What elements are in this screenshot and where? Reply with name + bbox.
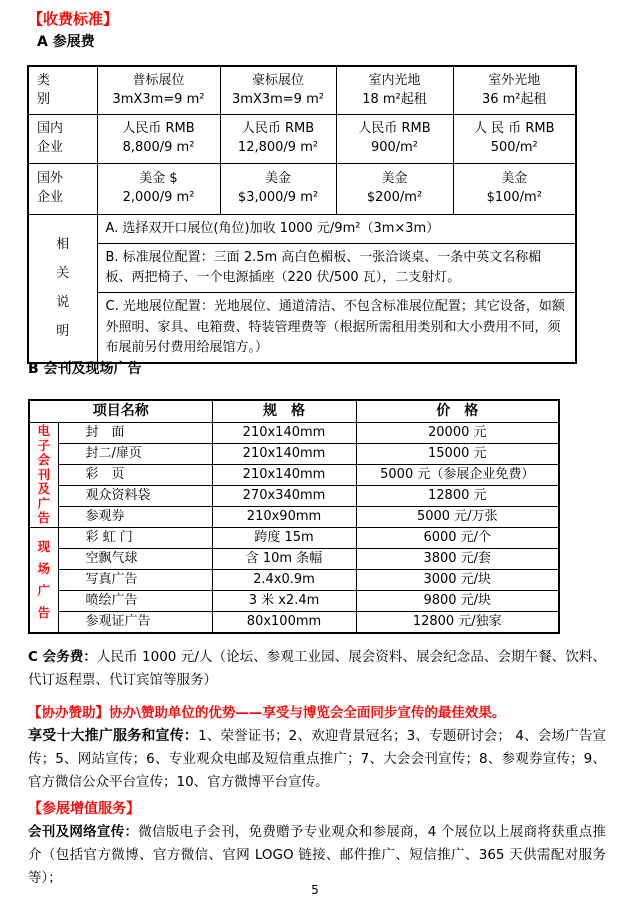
table-cell: 12800 元 <box>356 486 559 507</box>
table-cell: 彩 页 <box>58 465 212 486</box>
table-cell: 210x140mm <box>212 444 356 465</box>
note-b-cell: B. 标准展位配置：三面 2.5m 高白色楣板、一张洽谈桌、一条中英文名称楣板、两把椅子、一个电源插座（220 伏/500 瓦），二支射灯。 <box>97 244 576 293</box>
header-cell-item-name: 项目名称 <box>29 400 212 423</box>
table-cell: 参观证广告 <box>58 612 212 634</box>
header-cell-price: 价 格 <box>356 400 559 423</box>
value-service-heading: 【参展增值服务】 <box>28 801 140 817</box>
paragraph-body: 人民币 1000 元/人（论坛、参观工业园、展会资料、展会纪念品、会期午餐、饮料、代订返程票、代订宾馆等服务） <box>28 649 606 688</box>
section-b-heading: B 会刊及现场广告 <box>28 361 142 377</box>
paragraph-conference-fee <box>28 646 606 692</box>
table-cell: 人 民 币 RMB 500/m² <box>453 115 576 164</box>
header-cell-deluxe-booth: 豪标展位 3mX3m=9 m² <box>220 66 336 115</box>
table-row <box>29 486 559 507</box>
table-cell: 含 10m 条幅 <box>212 549 356 570</box>
sponsor-title: 【协办赞助】协办\赞助单位的优势——享受与博览会全面同步宣传的最佳效果。 <box>28 705 506 721</box>
table-cell: 美金 $200/m² <box>336 164 453 215</box>
table-row-foreign <box>28 164 576 215</box>
table-cell: 美金 $ 2,000/9 m² <box>97 164 220 215</box>
paragraph-lead: 享受十大推广服务和宣传： <box>28 728 199 744</box>
table-row <box>29 444 559 465</box>
ads-price-table <box>28 399 560 634</box>
table-row <box>29 423 559 444</box>
table-cell: 喷绘广告 <box>58 591 212 612</box>
table-cell: 210x140mm <box>212 423 356 444</box>
table-cell: 人民币 RMB 8,800/9 m² <box>97 115 220 164</box>
table-row <box>29 549 559 570</box>
header-cell-indoor-space: 室内光地 18 m²起租 <box>336 66 453 115</box>
page-number: 5 <box>311 883 319 897</box>
table-cell: 彩 虹 门 <box>58 528 212 549</box>
table-cell: 210x90mm <box>212 507 356 528</box>
paragraph-body: 1、荣誉证书；2、欢迎背景冠名；3、专题研讨会； 4、会场广告宣传；5、网站宣传；6、专业观众电邮及短信重点推广；7、大会会刊宣传；8、参观券宣传；9、官方微信公众平台宣传；10、官方微博平台宣传。 <box>28 728 607 790</box>
table-header-row <box>28 66 576 115</box>
table-cell: 12800 元/独家 <box>356 612 559 634</box>
paragraph-lead: C 会务费： <box>28 649 97 665</box>
table-cell: 9800 元/块 <box>356 591 559 612</box>
table-cell: 美金 $100/m² <box>453 164 576 215</box>
table-cell: 人民币 RMB 900/m² <box>336 115 453 164</box>
table-cell: 3800 元/套 <box>356 549 559 570</box>
table-cell: 空飘气球 <box>58 549 212 570</box>
group-label-ejournal: 电子会刊及广告 <box>29 423 58 528</box>
paragraph-body: 微信版电子会刊，免费赠予专业观众和参展商，4 个展位以上展商将获重点推介（包括官方微博、官方微信、官网 LOGO 链接、邮件推广、短信推广、365 天供需配对服务等）； <box>28 824 606 886</box>
paragraph-lead: 会刊及网络宣传： <box>28 824 139 840</box>
header-cell-category: 类 别 <box>28 66 97 115</box>
paragraph-ten-services <box>28 725 606 794</box>
table-row <box>29 507 559 528</box>
table-row <box>29 591 559 612</box>
table-cell: 参观券 <box>58 507 212 528</box>
table-row <box>29 612 559 634</box>
header-cell-outdoor-space: 室外光地 36 m²起租 <box>453 66 576 115</box>
table-row-note-b <box>28 244 576 293</box>
table-cell: 5000 元/万张 <box>356 507 559 528</box>
table-cell: 跨度 15m <box>212 528 356 549</box>
table-cell: 210x140mm <box>212 465 356 486</box>
table-cell: 人民币 RMB 12,800/9 m² <box>220 115 336 164</box>
table-cell: 封二/扉页 <box>58 444 212 465</box>
table-cell: 2.4x0.9m <box>212 570 356 591</box>
header-cell-spec: 规 格 <box>212 400 356 423</box>
header-cell-standard-booth: 普标展位 3mX3m=9 m² <box>97 66 220 115</box>
table-row-note-a <box>28 215 576 244</box>
table-cell: 6000 元/个 <box>356 528 559 549</box>
table-cell: 15000 元 <box>356 444 559 465</box>
row-label-foreign: 国外 企业 <box>28 164 97 215</box>
table-cell: 5000 元（参展企业免费） <box>356 465 559 486</box>
table-cell: 80x100mm <box>212 612 356 634</box>
table-row-note-c <box>28 293 576 363</box>
table-row <box>29 528 559 549</box>
table-row-domestic <box>28 115 576 164</box>
table-cell: 美金 $3,000/9 m² <box>220 164 336 215</box>
group-label-onsite-ads: 现场广告 <box>29 528 58 634</box>
table-row <box>29 465 559 486</box>
table-cell: 20000 元 <box>356 423 559 444</box>
page-title-fee-standard: 【收费标准】 <box>28 10 119 28</box>
table-row <box>29 570 559 591</box>
table-header-row <box>29 400 559 423</box>
notes-label-cell: 相关说明 <box>28 215 97 363</box>
paragraph-journal-promo <box>28 821 606 890</box>
table-cell: 观众资料袋 <box>58 486 212 507</box>
exhibit-fee-table <box>27 65 577 364</box>
row-label-domestic: 国内 企业 <box>28 115 97 164</box>
table-cell: 270x340mm <box>212 486 356 507</box>
note-a-cell: A. 选择双开口展位(角位)加收 1000 元/9m²（3m×3m） <box>97 215 576 244</box>
table-cell: 写真广告 <box>58 570 212 591</box>
table-cell: 3000 元/块 <box>356 570 559 591</box>
table-cell: 封 面 <box>58 423 212 444</box>
section-a-heading: A 参展费 <box>37 34 95 50</box>
note-c-cell: C. 光地展位配置：光地展位、通道清洁、不包含标准展位配置；其它设备，如额外照明、家具、电箱费、特装管理费等（根据所需租用类别和大小费用不同，须布展前另付费用给展馆方。） <box>97 293 576 363</box>
table-cell: 3 米 x2.4m <box>212 591 356 612</box>
